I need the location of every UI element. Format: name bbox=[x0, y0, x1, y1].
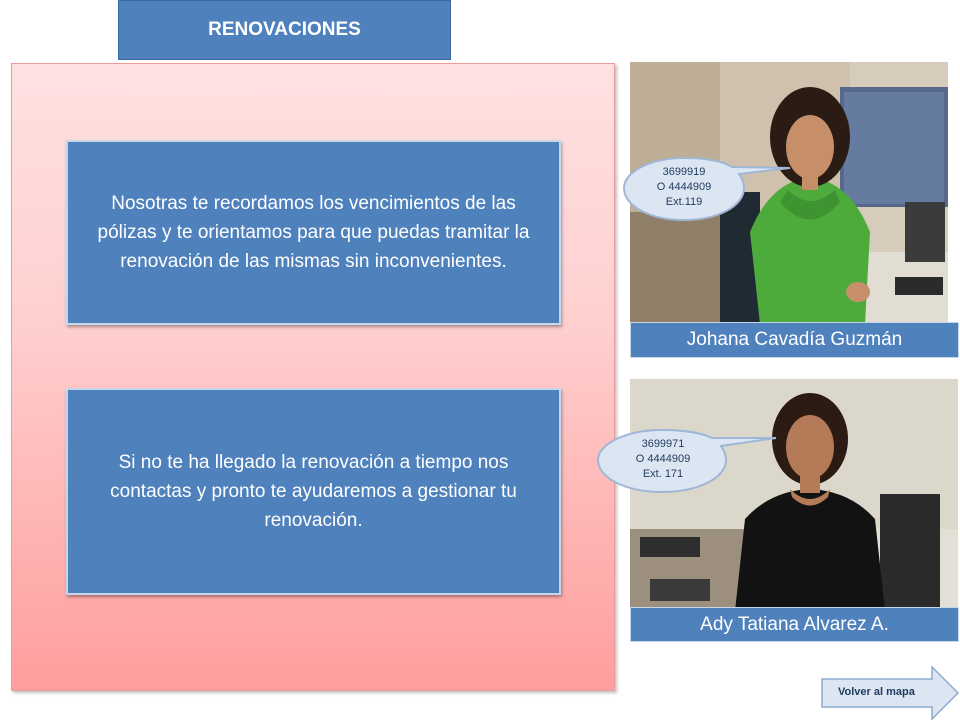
agent-name-johana: Johana Cavadía Guzmán bbox=[630, 322, 959, 358]
extension: Ext. 171 bbox=[642, 467, 684, 480]
phone-number: 3699971 bbox=[641, 437, 685, 450]
reminder-info-text: Nosotras te recordamos los vencimientos de las pólizas y te orientamos para que puedas tramitar la renovación de las mismas sin inconvenientes. bbox=[97, 193, 530, 272]
phone-bubble-johana bbox=[624, 158, 744, 216]
back-to-map-label[interactable]: Volver al mapa bbox=[838, 686, 915, 698]
reminder-info-box bbox=[66, 140, 561, 325]
contact-info-box bbox=[66, 388, 561, 595]
alt-phone-number: O 4444909 bbox=[635, 452, 691, 465]
alt-phone-number: O 4444909 bbox=[656, 180, 712, 193]
page-title: RENOVACIONES bbox=[118, 0, 451, 60]
phone-bubble-ady bbox=[598, 430, 728, 488]
extension: Ext.119 bbox=[665, 195, 703, 208]
phone-number: 3699919 bbox=[662, 165, 706, 178]
contact-info-text: Si no te ha llegado la renovación a tiempo nos contactas y pronto te ayudaremos a gestionar tu renovación. bbox=[110, 452, 517, 531]
agent-name-ady: Ady Tatiana Alvarez A. bbox=[630, 607, 959, 642]
